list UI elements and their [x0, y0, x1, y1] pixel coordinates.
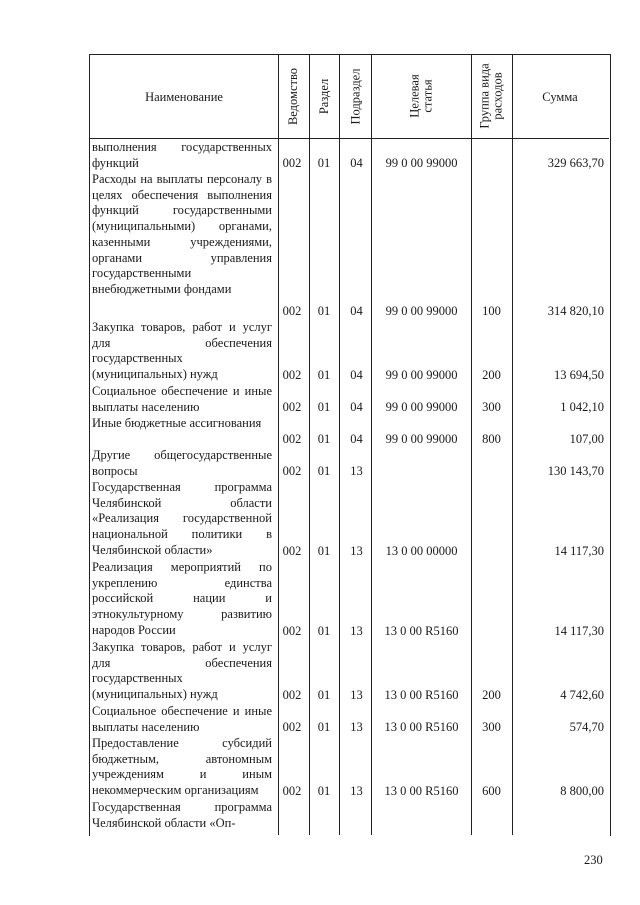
row-podrazdel: 04 — [350, 156, 363, 171]
row-vedomstvo: 002 — [282, 304, 302, 319]
row-name: Социальное обеспечение и иные выплаты населению — [92, 384, 272, 414]
row-razdel: 01 — [317, 464, 331, 479]
row-name: Другие общегосударственные вопросы — [92, 448, 272, 478]
table-row — [89, 736, 609, 800]
row-celevaya: 99 0 00 99000 — [385, 400, 458, 415]
row-summa: 130 143,70 — [547, 464, 604, 479]
row-summa: 13 694,50 — [554, 368, 604, 383]
row-celevaya: 13 0 00 00000 — [385, 544, 458, 559]
row-vedomstvo: 002 — [282, 624, 302, 639]
row-razdel: 01 — [317, 720, 331, 735]
row-podrazdel: 13 — [350, 544, 363, 559]
row-summa: 329 663,70 — [547, 156, 604, 171]
row-razdel: 01 — [317, 688, 331, 703]
table-row — [89, 172, 609, 320]
row-vedomstvo: 002 — [282, 368, 302, 383]
table-row — [89, 640, 609, 704]
row-name: Закупка товаров, работ и услуг для обеспечения государственных (муниципальных) нужд — [92, 320, 272, 382]
row-gruppa: 600 — [482, 784, 501, 799]
row-podrazdel: 13 — [350, 464, 363, 479]
row-podrazdel: 04 — [350, 432, 363, 447]
row-razdel: 01 — [317, 304, 331, 319]
row-vedomstvo: 002 — [282, 784, 302, 799]
row-name: Предоставление субсидий бюджетным, автономным учреждениям и иным некоммерческим организациям — [92, 736, 272, 798]
row-gruppa: 200 — [482, 368, 501, 383]
row-name: Социальное обеспечение и иные выплаты населению — [92, 704, 272, 734]
table-row — [89, 416, 609, 448]
row-celevaya: 13 0 00 R5160 — [384, 688, 459, 703]
row-summa: 14 117,30 — [554, 624, 604, 639]
row-vedomstvo: 002 — [282, 720, 302, 735]
row-celevaya: 13 0 00 R5160 — [384, 784, 459, 799]
row-vedomstvo: 002 — [282, 464, 302, 479]
row-summa: 107,00 — [569, 432, 604, 447]
row-podrazdel: 04 — [350, 400, 363, 415]
row-name: Государственная программа Челябинской области «Реализация государственной национальной политики в Челябинской области» — [92, 480, 272, 557]
row-gruppa: 300 — [482, 400, 501, 415]
table-row — [89, 448, 609, 480]
header-podrazdel: Подраздел — [348, 68, 362, 124]
header-vedomstvo: Ведомство — [286, 67, 301, 125]
table-row — [89, 800, 609, 835]
header-name: Наименование — [145, 90, 223, 104]
row-razdel: 01 — [317, 544, 331, 559]
row-vedomstvo: 002 — [282, 400, 302, 415]
row-summa: 8 800,00 — [560, 784, 604, 799]
header-celevaya-statya: Целевая статья — [407, 74, 435, 118]
row-razdel: 01 — [317, 784, 331, 799]
header-summa: Сумма — [542, 90, 578, 104]
row-podrazdel: 04 — [350, 304, 363, 319]
table-row — [89, 704, 609, 736]
row-podrazdel: 13 — [350, 720, 363, 735]
row-vedomstvo: 002 — [282, 544, 302, 559]
row-podrazdel: 13 — [350, 624, 363, 639]
row-name: Иные бюджетные ассигнования — [92, 416, 262, 430]
table-row — [89, 480, 609, 560]
row-podrazdel: 04 — [350, 368, 363, 383]
row-name: Реализация мероприятий по укреплению единства российской нации и этнокультурному развитию народов России — [92, 560, 272, 637]
row-name: Государственная программа Челябинской области «Оп- — [92, 800, 272, 830]
row-summa: 14 117,30 — [554, 544, 604, 559]
row-gruppa: 200 — [482, 688, 501, 703]
row-celevaya: 99 0 00 99000 — [385, 304, 458, 319]
header-razdel: Раздел — [317, 78, 332, 114]
row-celevaya: 13 0 00 R5160 — [384, 720, 459, 735]
row-summa: 4 742,60 — [560, 688, 604, 703]
header-gruppa-vida-rashodov: Группа вида расходов — [478, 63, 506, 129]
row-celevaya: 99 0 00 99000 — [385, 368, 458, 383]
row-vedomstvo: 002 — [282, 156, 302, 171]
row-razdel: 01 — [317, 400, 331, 415]
row-name: Расходы на выплаты персоналу в целях обеспечения выполнения функций государственными (муниципальными) органами, казенными учреждениями, органами управления государственными внебюджетными фондами — [92, 172, 272, 296]
table-row — [89, 560, 609, 640]
row-gruppa: 100 — [482, 304, 501, 319]
table-row — [89, 140, 609, 172]
table-row — [89, 384, 609, 416]
header-divider — [89, 138, 609, 139]
row-razdel: 01 — [317, 432, 331, 447]
row-summa: 314 820,10 — [547, 304, 604, 319]
row-gruppa: 300 — [482, 720, 501, 735]
page-number: 230 — [584, 853, 603, 867]
row-razdel: 01 — [317, 624, 331, 639]
row-name: выполнения государственных функций — [92, 140, 272, 170]
row-summa: 1 042,10 — [560, 400, 604, 415]
row-podrazdel: 13 — [350, 784, 363, 799]
row-vedomstvo: 002 — [282, 432, 302, 447]
row-summa: 574,70 — [569, 720, 604, 735]
row-celevaya: 99 0 00 99000 — [385, 432, 458, 447]
row-razdel: 01 — [317, 368, 331, 383]
row-razdel: 01 — [317, 156, 331, 171]
row-vedomstvo: 002 — [282, 688, 302, 703]
row-name: Закупка товаров, работ и услуг для обеспечения государственных (муниципальных) нужд — [92, 640, 272, 702]
row-celevaya: 99 0 00 99000 — [385, 156, 458, 171]
table-row — [89, 320, 609, 384]
row-podrazdel: 13 — [350, 688, 363, 703]
row-gruppa: 800 — [482, 432, 501, 447]
row-celevaya: 13 0 00 R5160 — [384, 624, 459, 639]
